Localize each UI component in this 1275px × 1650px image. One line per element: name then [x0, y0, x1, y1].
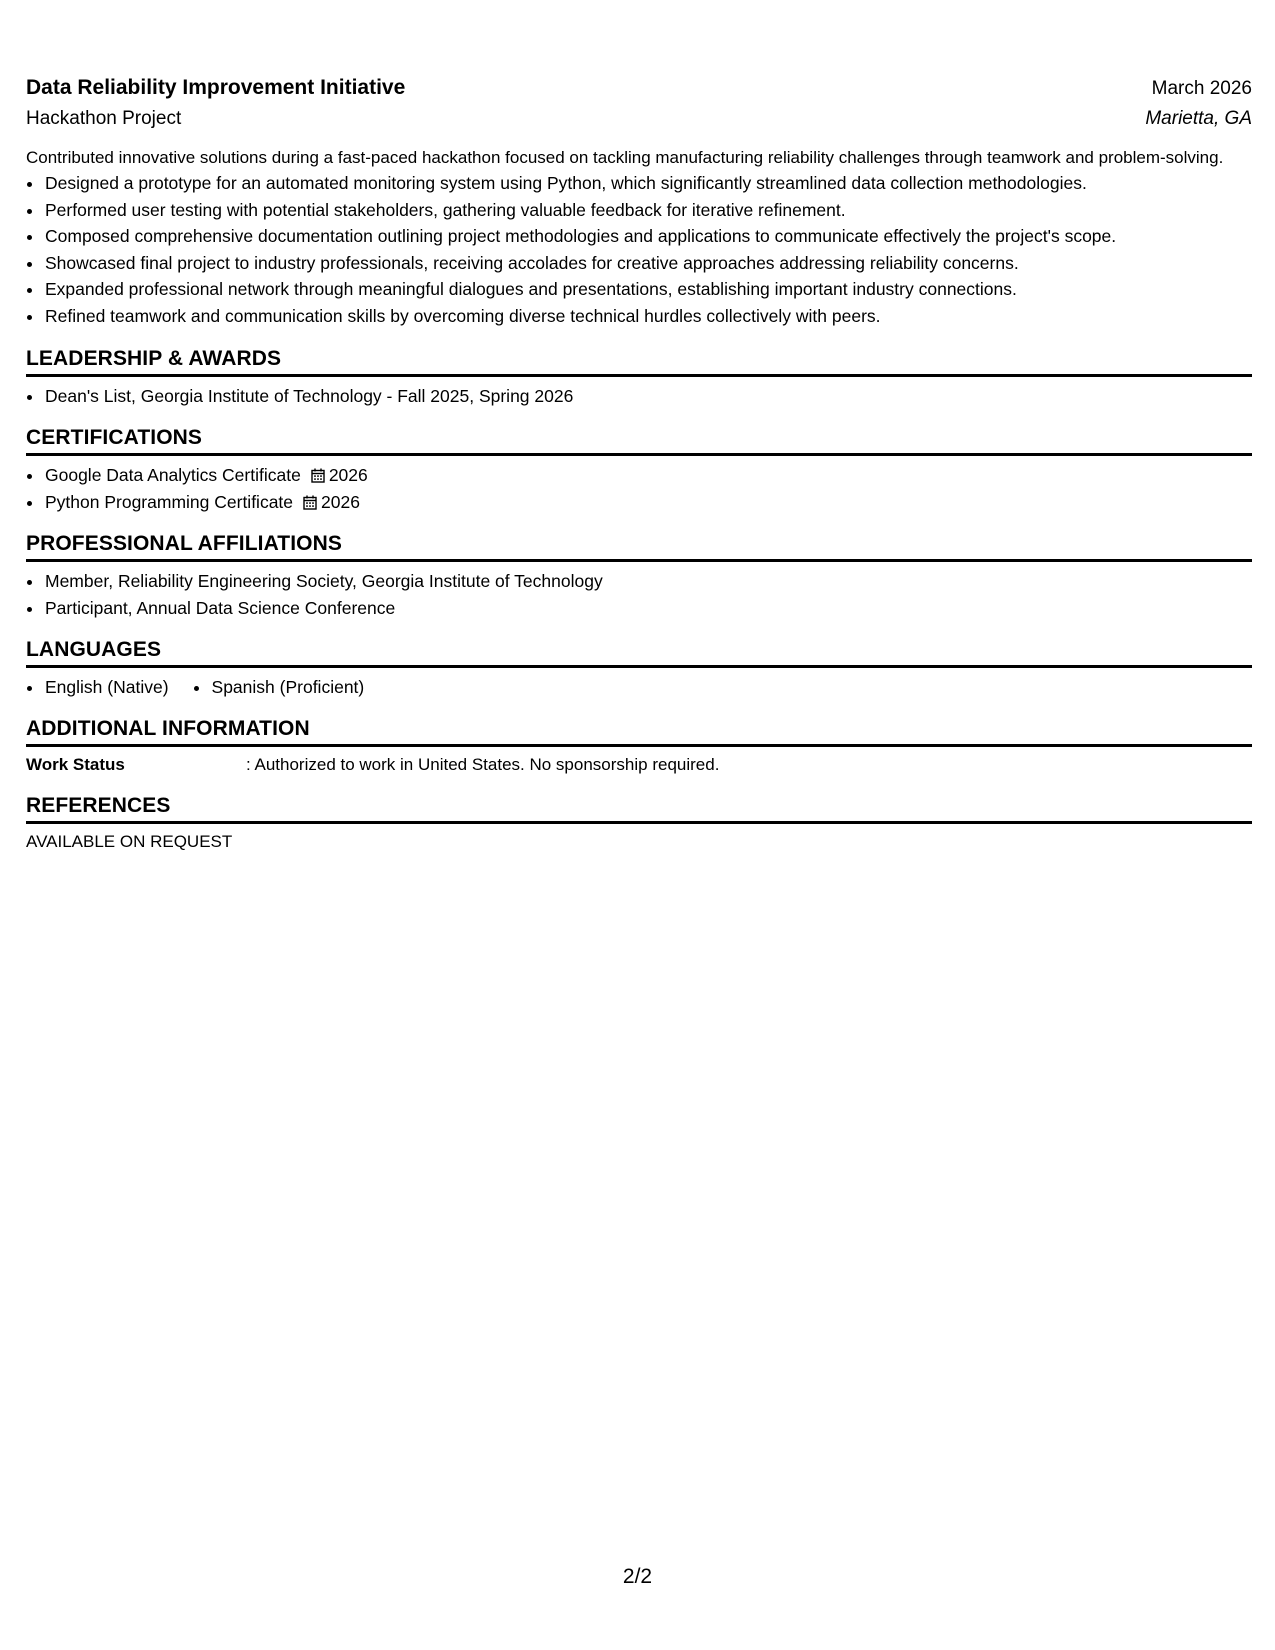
certifications-section — [26, 423, 1252, 515]
additional-info-section — [26, 714, 1252, 777]
project-bullets — [26, 170, 1252, 330]
work-status-value: : Authorized to work in United States. No sponsorship required. — [246, 755, 720, 775]
certification-year: 2026 — [321, 491, 360, 512]
section-title: LANGUAGES — [26, 635, 1252, 668]
project-title: Data Reliability Improvement Initiative — [26, 76, 406, 99]
language-item: • English (Native) — [44, 674, 169, 700]
list-item: • Composed comprehensive documentation outlining project methodologies and applications to communicate effectively the project's scope. — [44, 223, 1252, 250]
language-item: • Spanish (Proficient) — [211, 674, 365, 700]
section-title: CERTIFICATIONS — [26, 423, 1252, 456]
project-description: Contributed innovative solutions during a fast-paced hackathon focused on tackling manufacturing reliability challenges through teamwork and problem-solving. — [26, 148, 1224, 167]
section-title: LEADERSHIP & AWARDS — [26, 344, 1252, 377]
affiliations-section — [26, 529, 1252, 621]
section-title: PROFESSIONAL AFFILIATIONS — [26, 529, 1252, 562]
list-item: • Performed user testing with potential stakeholders, gathering valuable feedback for iterative refinement. — [44, 197, 1252, 224]
project-date: March 2026 — [1151, 78, 1252, 99]
list-item: • Dean's List, Georgia Institute of Technology - Fall 2025, Spring 2026 — [44, 383, 1252, 410]
list-item: • Member, Reliability Engineering Society, Georgia Institute of Technology — [44, 568, 1252, 595]
leadership-section — [26, 344, 1252, 410]
languages-section — [26, 635, 1252, 700]
project-subtitle: Hackathon Project — [26, 108, 182, 129]
list-item: • Designed a prototype for an automated monitoring system using Python, which significantly streamlined data collection methodologies. — [44, 170, 1252, 197]
resume-page — [26, 76, 1252, 854]
calendar-icon — [311, 468, 325, 483]
certification-name: Google Data Analytics Certificate — [45, 465, 301, 486]
list-item: • Showcased final project to industry professionals, receiving accolades for creative approaches addressing reliability concerns. — [44, 250, 1252, 277]
project-location: Marietta, GA — [1145, 108, 1252, 129]
certification-year: 2026 — [328, 465, 368, 486]
certification-item — [44, 462, 1252, 489]
list-item: • Participant, Annual Data Science Conference — [44, 595, 1252, 622]
page-number: 2/2 — [622, 1565, 653, 1588]
section-title: ADDITIONAL INFORMATION — [26, 714, 1252, 747]
certification-name: Python Programming Certificate — [45, 491, 294, 512]
references-text: AVAILABLE ON REQUEST — [26, 832, 233, 852]
work-status-label: Work Status — [26, 755, 125, 775]
calendar-icon — [303, 495, 317, 510]
section-title: REFERENCES — [26, 791, 1252, 824]
certification-item — [44, 489, 1252, 516]
project-entry — [26, 76, 1252, 330]
list-item: • Expanded professional network through meaningful dialogues and presentations, establishing important industry connections. — [44, 276, 1252, 303]
references-section — [26, 791, 1252, 854]
list-item: • Refined teamwork and communication skills by overcoming diverse technical hurdles collectively with peers. — [44, 303, 1252, 330]
